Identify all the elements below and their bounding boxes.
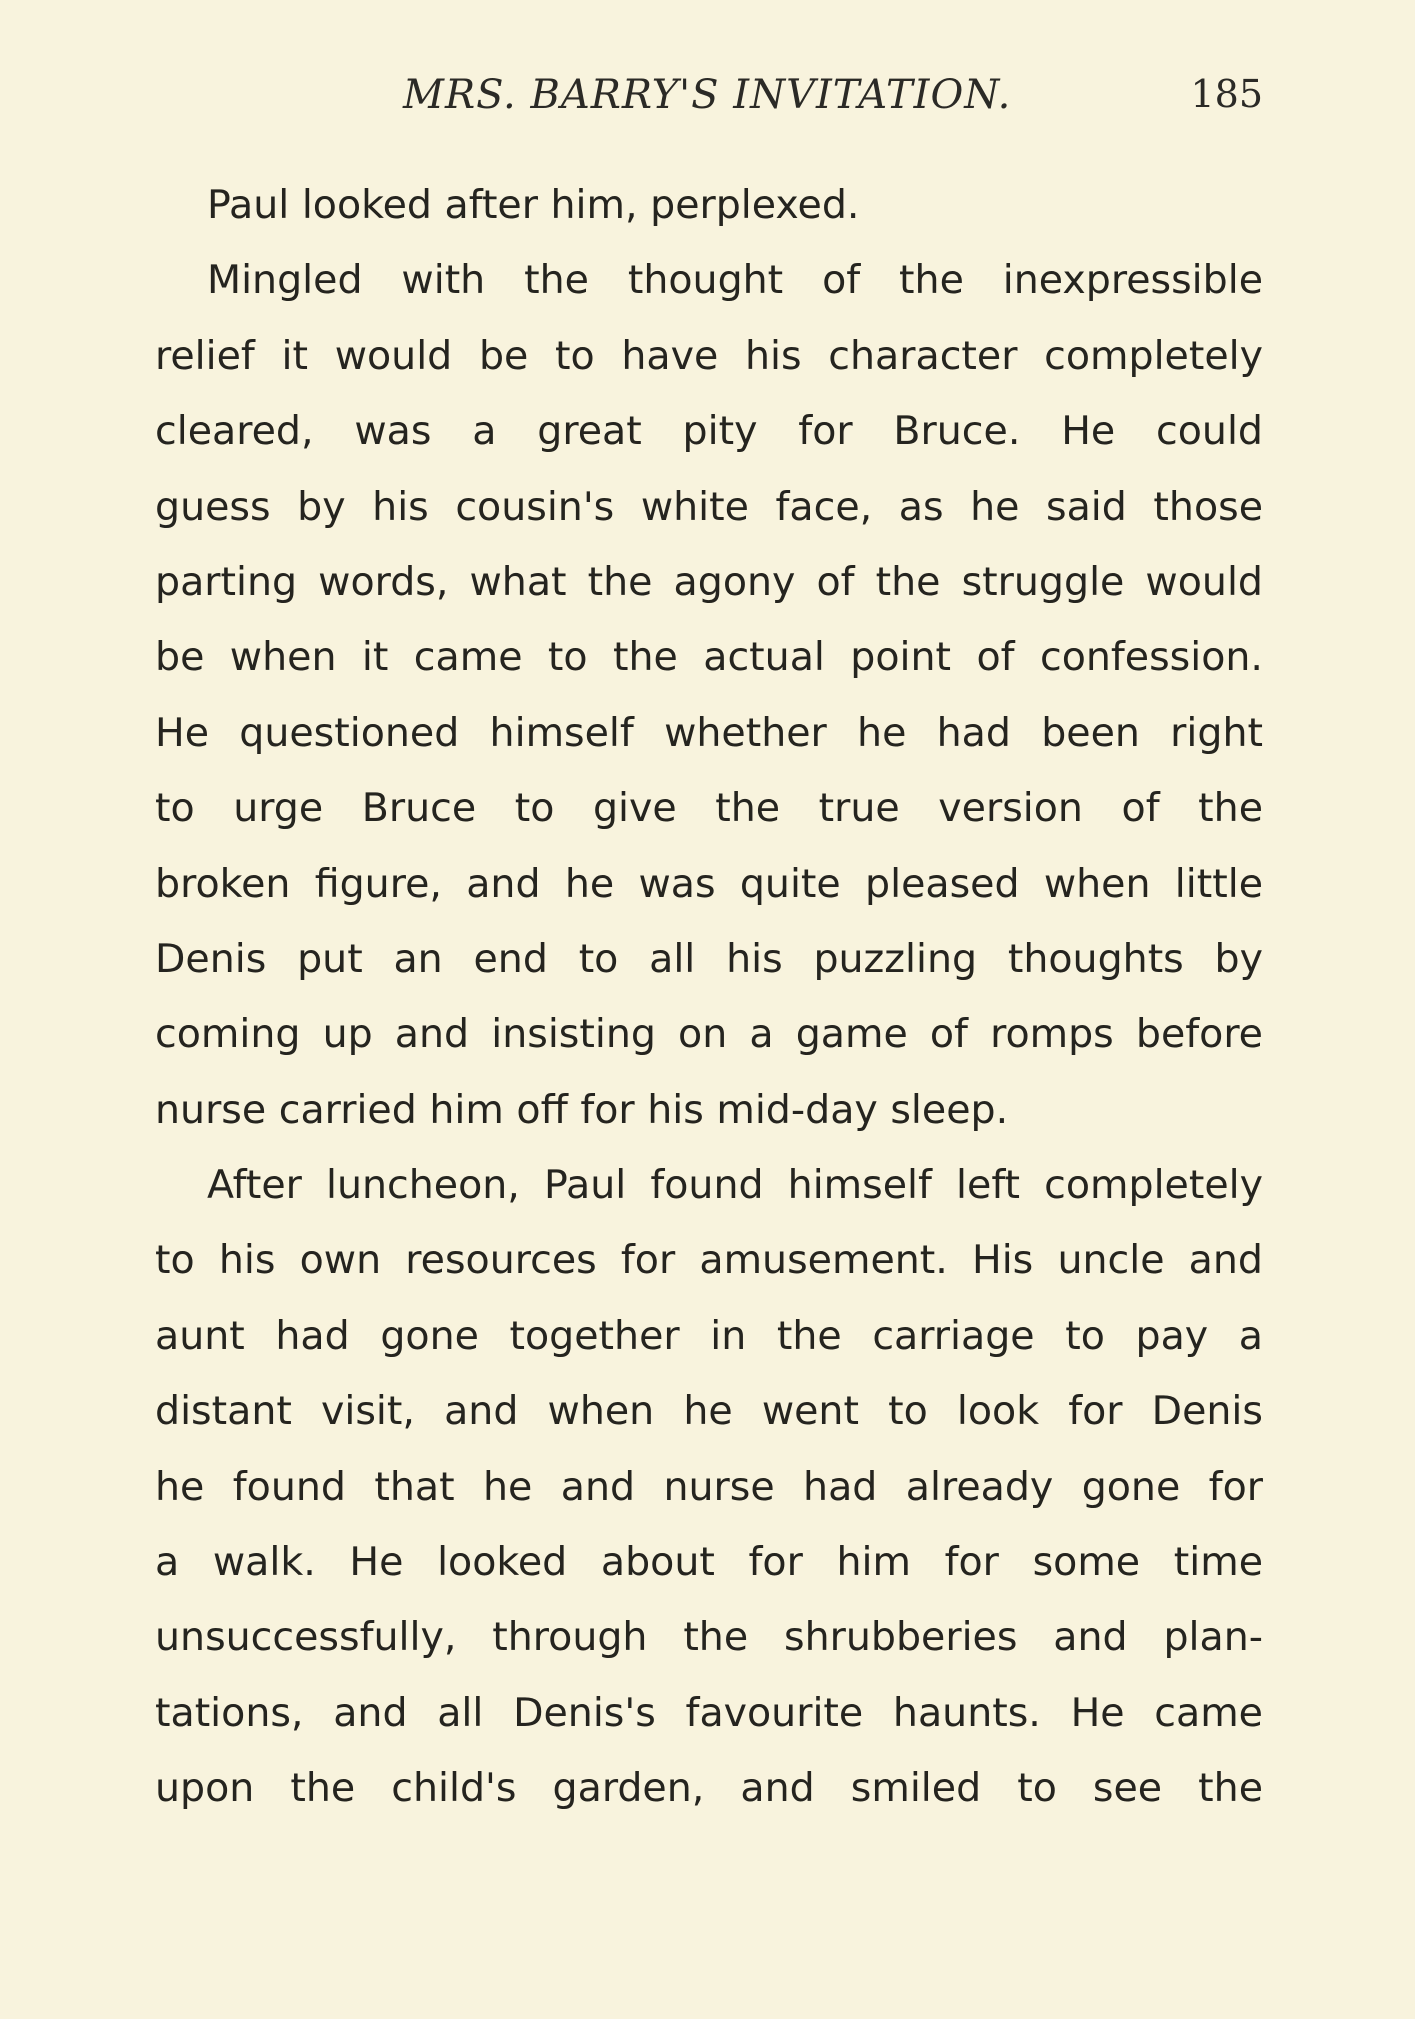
text-line: guess by his cousin's white face, as he said those bbox=[155, 483, 1263, 530]
text-line: be when it came to the actual point of confession. bbox=[155, 634, 1263, 681]
text-line: he found that he and nurse had already gone for bbox=[155, 1463, 1263, 1510]
running-title: MRS. BARRY'S INVITATION. bbox=[403, 72, 1012, 118]
text-line: upon the child's garden, and smiled to see the bbox=[155, 1765, 1263, 1812]
body-text bbox=[155, 168, 1263, 1827]
text-line: Denis put an end to all his puzzling thoughts by bbox=[155, 935, 1263, 982]
text-line: coming up and insisting on a game of romps before bbox=[155, 1011, 1263, 1058]
text-line: tations, and all Denis's favourite haunts. He came bbox=[155, 1689, 1263, 1736]
text-line: Paul looked after him, perplexed. bbox=[207, 182, 860, 228]
text-line: unsuccessfully, through the shrubberies and plan- bbox=[155, 1614, 1263, 1661]
text-line: Mingled with the thought of the inexpressible bbox=[207, 257, 1263, 304]
text-line: nurse carried him off for his mid-day sleep. bbox=[155, 1086, 1009, 1133]
text-line: relief it would be to have his character completely bbox=[155, 332, 1263, 379]
text-line: to his own resources for amusement. His uncle and bbox=[155, 1237, 1263, 1284]
text-line: to urge Bruce to give the true version of the bbox=[155, 785, 1263, 832]
text-line: After luncheon, Paul found himself left completely bbox=[207, 1162, 1263, 1209]
running-head bbox=[155, 72, 1263, 132]
text-line: aunt had gone together in the carriage to pay a bbox=[155, 1312, 1263, 1359]
text-line: cleared, was a great pity for Bruce. He could bbox=[155, 408, 1263, 455]
text-line: distant visit, and when he went to look for Denis bbox=[155, 1388, 1263, 1435]
page-number: 185 bbox=[1190, 72, 1263, 116]
text-line: broken figure, and he was quite pleased when little bbox=[155, 860, 1263, 907]
text-line: parting words, what the agony of the struggle would bbox=[155, 558, 1263, 605]
text-line: He questioned himself whether he had been right bbox=[155, 709, 1263, 756]
text-line: a walk. He looked about for him for some time bbox=[155, 1539, 1263, 1586]
